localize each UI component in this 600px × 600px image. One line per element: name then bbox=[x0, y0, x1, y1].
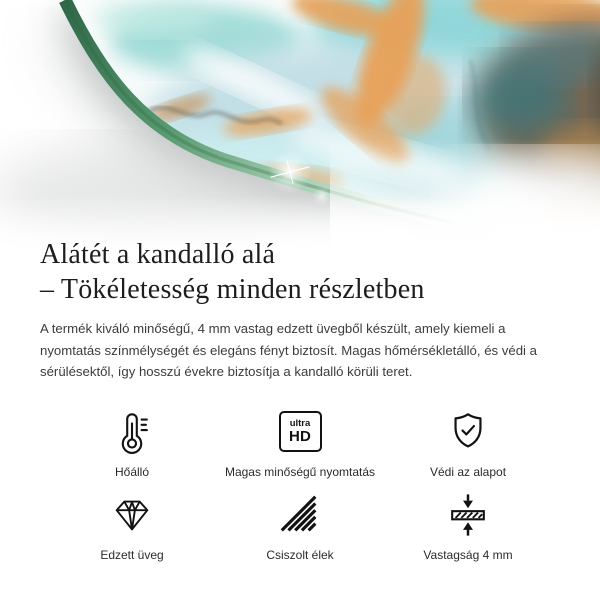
features-grid bbox=[40, 408, 560, 562]
page-title-line1: Alátét a kandalló alá bbox=[40, 239, 276, 270]
feature-polished-edges bbox=[216, 491, 384, 562]
feature-label: Vastagság 4 mm bbox=[423, 547, 513, 562]
thermometer-icon bbox=[109, 408, 155, 456]
ultra-hd-icon bbox=[279, 408, 322, 456]
shield-check-icon bbox=[445, 408, 491, 456]
product-description: A termék kiváló minőségű, 4 mm vastag edzett üvegből készült, amely kiemeli a nyomtatás színmélységét és elegáns fényt biztosít. Magas hőmérsékletálló, és védi a sérülésektől, így hosszú évekre biztosítja a kandalló körüli teret. bbox=[40, 321, 537, 379]
diamond-icon bbox=[109, 491, 155, 539]
hero-photo-section bbox=[0, 0, 600, 230]
page-title bbox=[40, 237, 560, 307]
feature-label: Védi az alapot bbox=[429, 464, 507, 479]
page-title-line2: – Tökéletesség minden részletben bbox=[40, 274, 425, 305]
ultra-hd-badge-top: ultra bbox=[289, 418, 311, 429]
thickness-icon bbox=[445, 491, 491, 539]
feature-heat-resistant bbox=[48, 408, 216, 479]
polished-edges-icon bbox=[277, 491, 323, 539]
feature-label: Hőálló bbox=[114, 464, 150, 479]
feature-label: Edzett üveg bbox=[100, 547, 164, 562]
content-section bbox=[0, 237, 600, 562]
feature-high-quality-print bbox=[216, 408, 384, 479]
glass-hearth-pad-photo bbox=[0, 0, 600, 262]
feature-label: Magas minőségű nyomtatás bbox=[224, 464, 376, 479]
feature-thickness bbox=[384, 491, 552, 562]
ultra-hd-badge-bottom: HD bbox=[288, 428, 312, 445]
feature-label: Csiszolt élek bbox=[266, 547, 334, 562]
feature-tempered-glass bbox=[48, 491, 216, 562]
feature-protects-base bbox=[384, 408, 552, 479]
